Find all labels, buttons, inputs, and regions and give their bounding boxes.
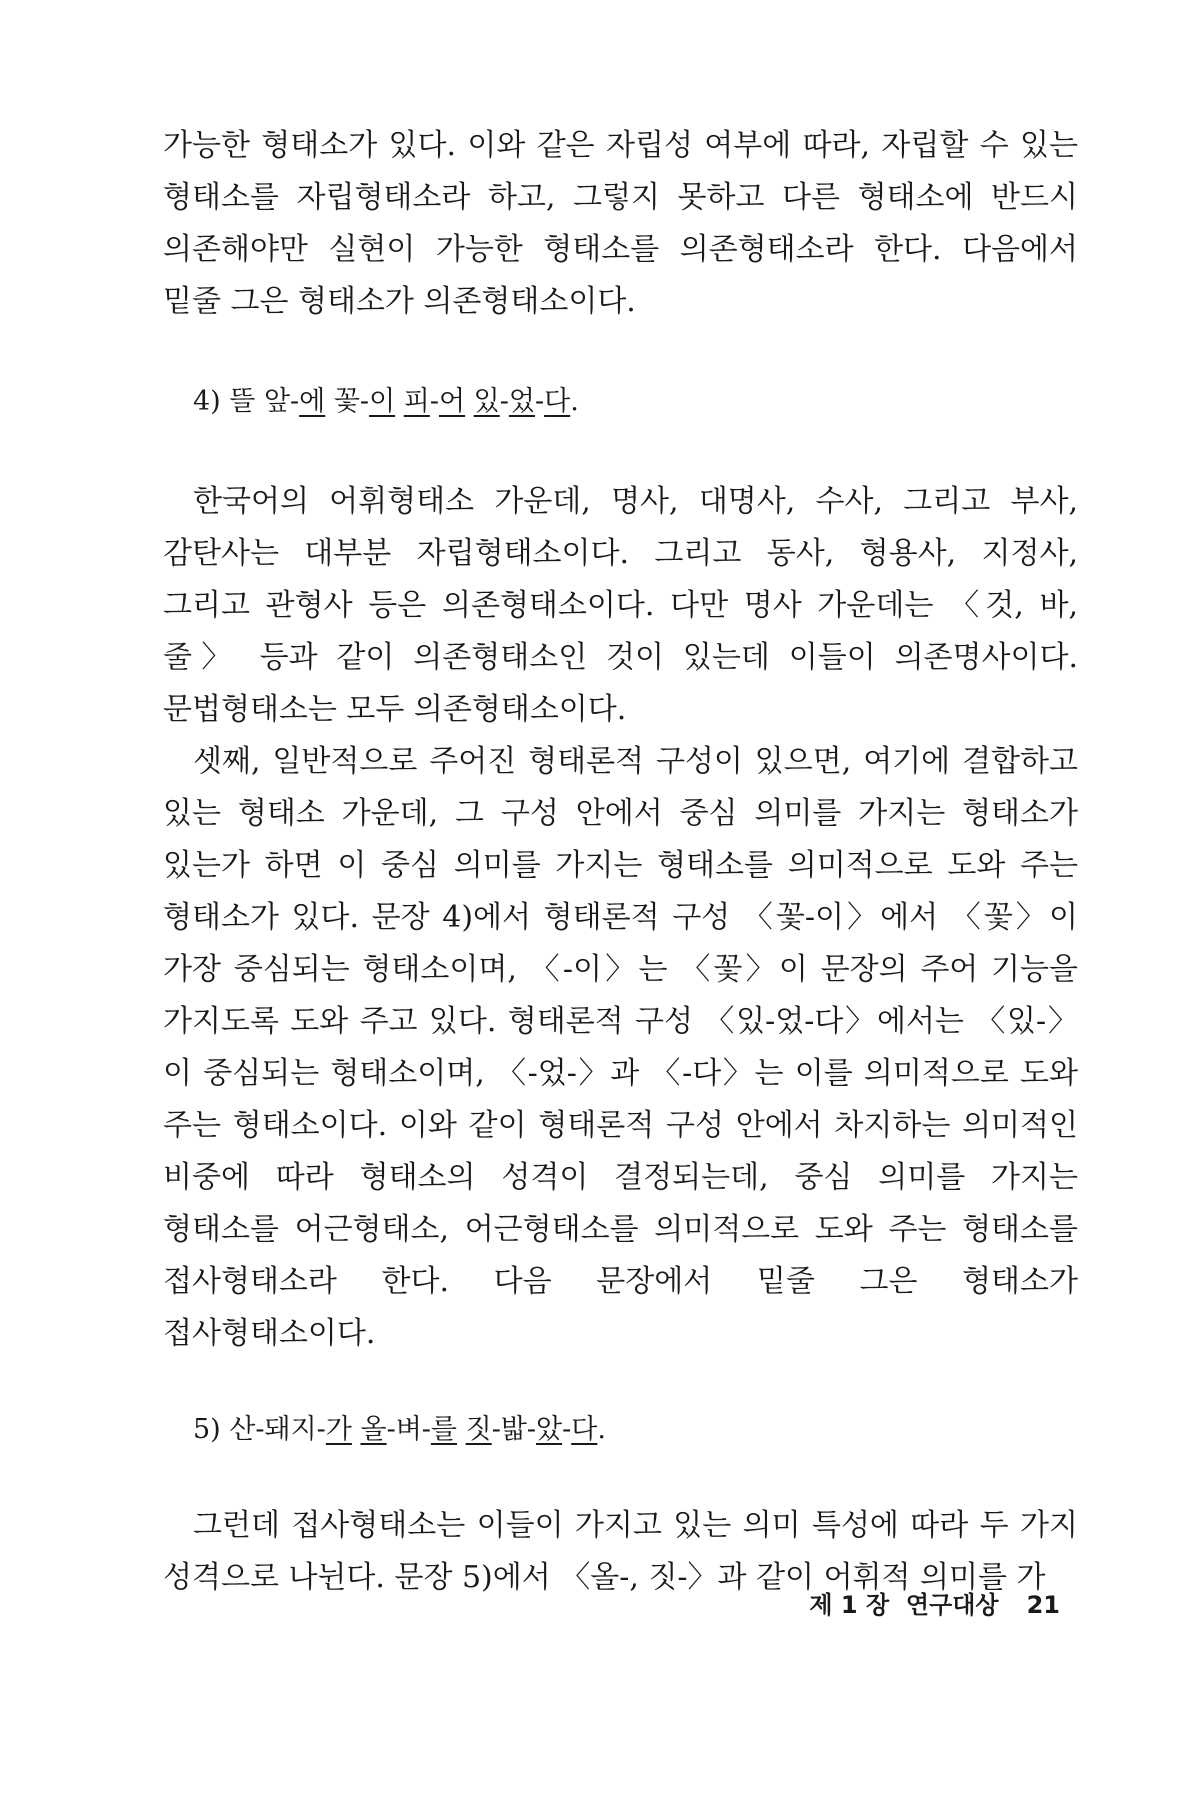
example-text-segment bbox=[465, 386, 474, 417]
spacer bbox=[163, 328, 1078, 376]
paragraph-1: 가능한 형태소가 있다. 이와 같은 자립성 여부에 따라, 자립할 수 있는 형태소를 자립형태소라 하고, 그렇지 못하고 다른 형태소에 반드시 의존해야만 실현이 가능한 형태소를 의존형태소라 한다. 다음에서 밑줄 그은 형태소가 의존형태소이다. bbox=[163, 128, 1078, 319]
underlined-morpheme: 올 bbox=[360, 1414, 387, 1445]
chapter-title: 제 1 장 연구대상 bbox=[809, 1591, 999, 1619]
example-sentence-4 bbox=[163, 376, 1078, 428]
paragraph-2: 한국어의 어휘형태소 가운데, 명사, 대명사, 수사, 그리고 부사, 감탄사는 대부분 자립형태소이다. 그리고 동사, 형용사, 지정사, 그리고 관형사 등은 의존형태소이다. 다만 명사 가운데는 〈것, 바, 줄〉 등과 같이 의존형태소인 것이 있는데 이들이 의존명사이다. 문법형태소는 모두 의존형태소이다. bbox=[163, 484, 1078, 727]
underlined-morpheme: 에 bbox=[299, 386, 326, 417]
paragraph-4: 그런데 접사형태소는 이들이 가지고 있는 의미 특성에 따라 두 가지 성격으로 나뉜다. 문장 5)에서 〈올-, 짓-〉과 같이 어휘적 의미를 가 bbox=[163, 1508, 1078, 1595]
underlined-morpheme: 았 bbox=[536, 1414, 563, 1445]
underlined-morpheme: 이 bbox=[369, 386, 396, 417]
page-body bbox=[163, 120, 1078, 1604]
example-text-segment: -벼- bbox=[386, 1414, 431, 1445]
underlined-morpheme: 를 bbox=[430, 1414, 457, 1445]
spacer bbox=[163, 428, 1078, 476]
underlined-morpheme: 피 bbox=[403, 386, 430, 417]
example-4-text bbox=[221, 386, 579, 417]
page-footer bbox=[809, 1585, 1060, 1620]
underlined-morpheme: 다 bbox=[544, 386, 571, 417]
example-text-segment bbox=[395, 386, 404, 417]
example-text-segment: 꽃- bbox=[325, 386, 370, 417]
underlined-morpheme: 가 bbox=[325, 1414, 352, 1445]
example-text-segment: - bbox=[499, 386, 509, 417]
example-4-label: 4) bbox=[193, 386, 221, 417]
example-text-segment: -밟- bbox=[491, 1414, 537, 1445]
page-number: 21 bbox=[1026, 1591, 1060, 1619]
underlined-morpheme: 어 bbox=[438, 386, 466, 417]
example-text-segment: - bbox=[534, 386, 545, 417]
example-text-segment: . bbox=[570, 386, 579, 417]
spacer bbox=[163, 1360, 1078, 1404]
underlined-morpheme: 다 bbox=[571, 1414, 598, 1445]
example-text-segment: - bbox=[429, 386, 439, 417]
example-sentence-5 bbox=[163, 1404, 1078, 1456]
example-text-segment: - bbox=[562, 1414, 572, 1445]
example-text-segment bbox=[457, 1414, 466, 1445]
example-5-text bbox=[221, 1414, 606, 1445]
underlined-morpheme: 었 bbox=[508, 386, 535, 417]
example-5-label: 5) bbox=[193, 1414, 221, 1445]
example-text-segment: 뜰 앞- bbox=[220, 386, 300, 417]
paragraph-3: 셋째, 일반적으로 주어진 형태론적 구성이 있으면, 여기에 결합하고 있는 형태소 가운데, 그 구성 안에서 중심 의미를 가지는 형태소가 있는가 하면 이 중심 의미를 가지는 형태소를 의미적으로 도와 주는 형태소가 있다. 문장 4)에서 형태론적 구성 〈꽃-이〉에서 〈꽃〉이 가장 중심되는 형태소이며, 〈-이〉는 〈꽃〉이 문장의 주어 기능을 가지도록 도와 주고 있다. 형태론적 구성 〈있-었-다〉에서는 〈있-〉이 중심되는 형태소이며, 〈-었-〉과 〈-다〉는 이를 의미적으로 도와 주는 형태소이다. 이와 같이 형태론적 구성 안에서 차지하는 의미적인 비중에 따라 형태소의 성격이 결정되는데, 중심 의미를 가지는 형태소를 어근형태소, 어근형태소를 의미적으로 도와 주는 형태소를 접사형태소라 한다. 다음 문장에서 밑줄 그은 형태소가 접사형태소이다. bbox=[163, 744, 1078, 1351]
spacer bbox=[163, 1456, 1078, 1500]
underlined-morpheme: 짓 bbox=[465, 1414, 492, 1445]
example-text-segment: 산-돼지- bbox=[220, 1414, 326, 1445]
underlined-morpheme: 있 bbox=[473, 386, 500, 417]
example-text-segment: . bbox=[597, 1414, 606, 1445]
